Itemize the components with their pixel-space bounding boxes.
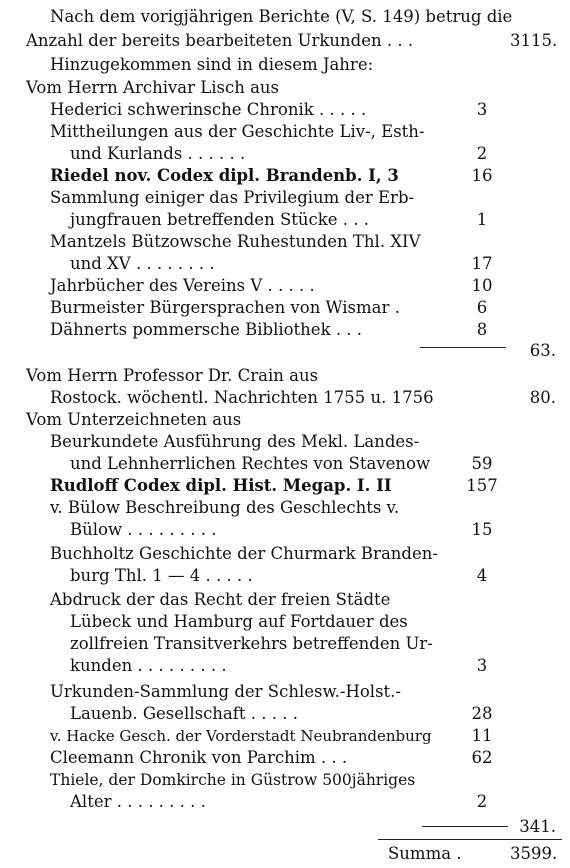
list-item: Jahrbücher des Vereins V . . . . . <box>50 276 315 295</box>
item-count: 157 <box>466 476 498 495</box>
list-item: Lauenb. Gesellschaft . . . . . <box>70 704 298 723</box>
list-item: Mantzels Bützowsche Ruhestunden Thl. XIV <box>50 232 421 251</box>
total-previous: 3115. <box>510 31 558 50</box>
list-item: Thiele, der Domkirche in Güstrow 500jähriges <box>50 771 416 789</box>
item-count: 15 <box>471 520 493 539</box>
item-count: 6 <box>476 298 488 317</box>
list-item: Sammlung einiger das Privilegium der Erb- <box>50 188 415 207</box>
list-item: v. Hacke Gesch. der Vorderstadt Neubrandenburg <box>50 727 432 745</box>
list-item: Hederici schwerinsche Chronik . . . . . <box>50 100 367 119</box>
intro-line-3: Hinzugekommen sind in diesem Jahre: <box>50 55 374 74</box>
list-item: Bülow . . . . . . . . . <box>70 520 217 539</box>
subtotal-lisch: 63. <box>529 341 556 360</box>
item-count: 3 <box>476 656 488 675</box>
item-count: 10 <box>471 276 493 295</box>
item-count: 17 <box>471 254 493 273</box>
list-item: Abdruck der das Recht der freien Städte <box>50 590 391 609</box>
list-item: zollfreien Transitverkehrs betreffenden Ur- <box>70 634 433 653</box>
list-item: Alter . . . . . . . . . <box>70 792 206 811</box>
item-count: 4 <box>476 566 488 585</box>
list-item: jungfrauen betreffenden Stücke . . . <box>70 210 369 229</box>
item-count: 2 <box>476 144 488 163</box>
intro-line-2: Anzahl der bereits bearbeiteten Urkunden . . . <box>26 31 414 50</box>
intro-line-1: Nach dem vorigjährigen Berichte (V, S. 149) betrug die <box>50 7 513 26</box>
list-item: Burmeister Bürgersprachen von Wismar . <box>50 298 400 317</box>
subtotal-undersigned: 341. <box>519 817 556 836</box>
item-count: 59 <box>471 454 493 473</box>
item-count: 1 <box>476 210 488 229</box>
list-item: Cleemann Chronik von Parchim . . . <box>50 748 348 767</box>
list-item: und XV . . . . . . . . <box>70 254 215 273</box>
item-count: 62 <box>471 748 493 767</box>
list-item: Riedel nov. Codex dipl. Brandenb. I, 3 <box>50 166 399 185</box>
item-count: 16 <box>471 166 493 185</box>
list-item: Urkunden-Sammlung der Schlesw.-Holst.- <box>50 682 401 701</box>
list-item: Mittheilungen aus der Geschichte Liv-, Esth- <box>50 122 425 141</box>
list-item: kunden . . . . . . . . . <box>70 656 227 675</box>
item-count: 28 <box>471 704 493 723</box>
list-item: und Kurlands . . . . . . <box>70 144 246 163</box>
list-item: Buchholtz Geschichte der Churmark Branden- <box>50 544 438 563</box>
grand-total: 3599. <box>510 844 558 863</box>
section-heading-undersigned: Vom Unterzeichneten aus <box>26 410 242 429</box>
total-rule <box>378 839 562 840</box>
list-item: Rostock. wöchentl. Nachrichten 1755 u. 1756 <box>50 388 434 407</box>
summa-label: Summa . <box>388 844 462 863</box>
list-item: und Lehnherrlichen Rechtes von Stavenow <box>70 454 431 473</box>
item-count: 11 <box>471 726 493 745</box>
section-heading-crain: Vom Herrn Professor Dr. Crain aus <box>26 366 319 385</box>
item-count: 8 <box>476 320 488 339</box>
list-item: burg Thl. 1 — 4 . . . . . <box>70 566 253 585</box>
item-count: 3 <box>476 100 488 119</box>
list-item: Rudloff Codex dipl. Hist. Megap. I. II <box>50 476 392 495</box>
subtotal-rule <box>420 347 506 348</box>
list-item: Beurkundete Ausführung des Mekl. Landes- <box>50 432 420 451</box>
list-item: Lübeck und Hamburg auf Fortdauer des <box>70 612 408 631</box>
item-count: 2 <box>476 792 488 811</box>
section-heading-lisch: Vom Herrn Archivar Lisch aus <box>26 78 280 97</box>
subtotal-crain: 80. <box>529 388 556 407</box>
subtotal-rule <box>422 826 508 827</box>
list-item: Dähnerts pommersche Bibliothek . . . <box>50 320 363 339</box>
list-item: v. Bülow Beschreibung des Geschlechts v. <box>50 498 400 517</box>
